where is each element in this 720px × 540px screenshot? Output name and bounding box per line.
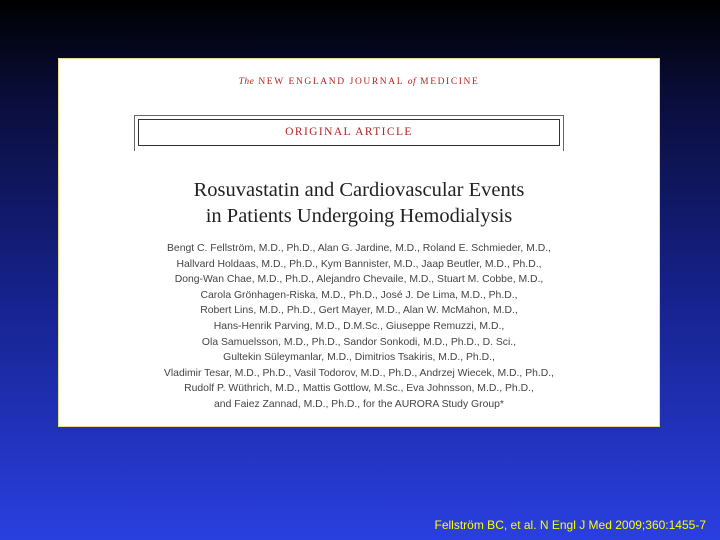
- author-line: Hans-Henrik Parving, M.D., D.M.Sc., Giuseppe Remuzzi, M.D.,: [213, 320, 505, 332]
- author-line: Ola Samuelsson, M.D., Ph.D., Sandor Sonkodi, M.D., Ph.D., D. Sci.,: [201, 336, 517, 348]
- section-frame: [134, 115, 564, 151]
- author-line: Rudolf P. Wüthrich, M.D., Mattis Gottlow, M.Sc., Eva Johnsson, M.D., Ph.D.,: [184, 383, 534, 395]
- article-title: [59, 177, 659, 229]
- author-line: Vladimir Tesar, M.D., Ph.D., Vasil Todorov, M.D., Ph.D., Andrzej Wiecek, M.D., Ph.D.,: [163, 367, 555, 379]
- author-list: [59, 241, 659, 413]
- journal-masthead: [59, 77, 659, 87]
- author-line: Bengt C. Fellström, M.D., Ph.D., Alan G. Jardine, M.D., Roland E. Schmieder, M.D.,: [166, 243, 551, 254]
- masthead-prefix: The: [238, 77, 255, 87]
- masthead-main-2: MEDICINE: [420, 77, 480, 87]
- article-title-line-1: Rosuvastatin and Cardiovascular Events: [193, 179, 525, 201]
- citation: Fellström BC, et al. N Engl J Med 2009;360:1455-7: [434, 518, 706, 532]
- article-title-line-2: in Patients Undergoing Hemodialysis: [205, 205, 513, 227]
- author-line: and Faiez Zannad, M.D., Ph.D., for the AURORA Study Group*: [214, 398, 504, 410]
- author-line: Robert Lins, M.D., Ph.D., Gert Mayer, M.D., Alan W. McMahon, M.D.,: [200, 305, 518, 317]
- masthead-of: of: [407, 77, 417, 87]
- section-label: ORIGINAL ARTICLE: [138, 119, 560, 146]
- masthead-main-1: NEW ENGLAND JOURNAL: [258, 77, 404, 87]
- author-line: Gultekin Süleymanlar, M.D., Dimitrios Tsakiris, M.D., Ph.D.,: [223, 352, 495, 364]
- author-line: Carola Grönhagen-Riska, M.D., Ph.D., José J. De Lima, M.D., Ph.D.,: [200, 289, 518, 301]
- article-image: [58, 58, 660, 427]
- author-line: Dong-Wan Chae, M.D., Ph.D., Alejandro Chevaile, M.D., Stuart M. Cobbe, M.D.,: [174, 274, 544, 286]
- author-line: Hallvard Holdaas, M.D., Ph.D., Kym Bannister, M.D., Jaap Beutler, M.D., Ph.D.,: [176, 258, 542, 270]
